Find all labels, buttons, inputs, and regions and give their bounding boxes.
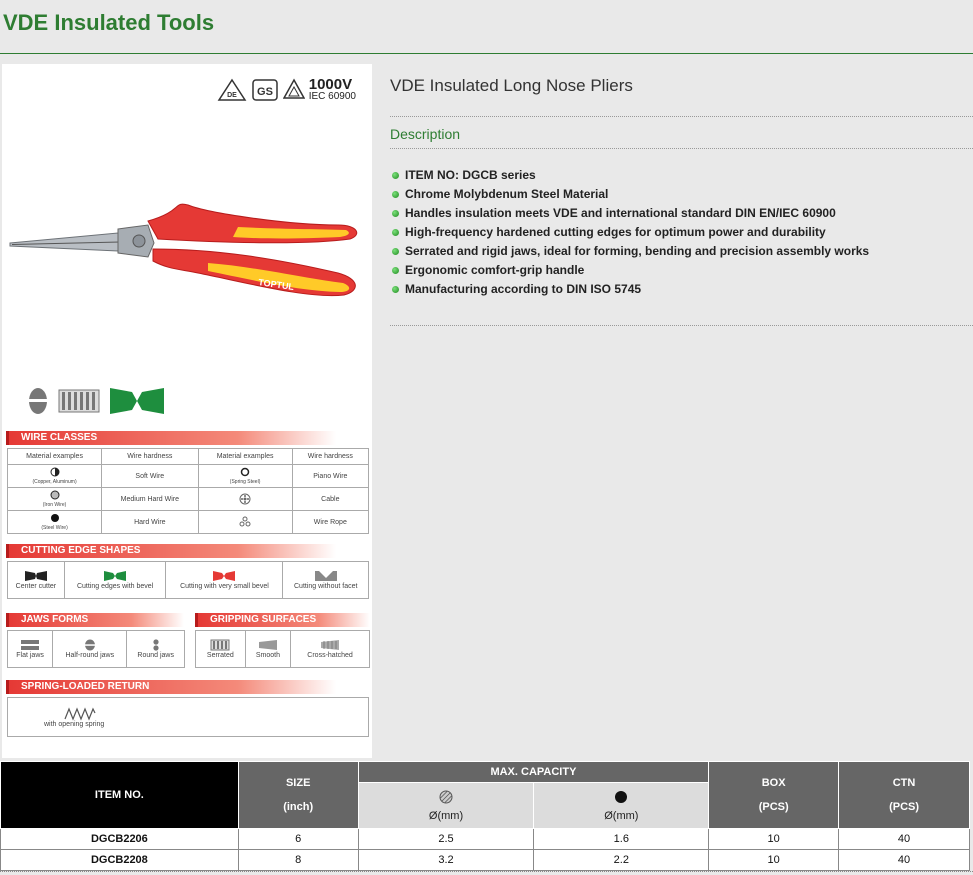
- half-round-jaw-icon: [28, 387, 48, 415]
- feature-item: [390, 263, 869, 282]
- feature-text: Handles insulation meets VDE and international standard DIN EN/IEC 60900: [405, 206, 836, 220]
- wire-material-label: (Copper, Aluminum): [32, 479, 77, 485]
- max-capacity-header: MAX. CAPACITY: [358, 762, 709, 783]
- ring-icon: [240, 467, 250, 477]
- item-no-cell: DGCB2208: [1, 850, 239, 871]
- voltage-rating: [309, 78, 356, 102]
- cross-hatched-surface-icon: [320, 639, 340, 651]
- gs-mark-icon: [251, 78, 279, 102]
- feature-icons-row: [28, 386, 164, 416]
- feature-text: ITEM NO: DGCB series: [405, 168, 536, 182]
- feature-text: Chrome Molybdenum Steel Material: [405, 187, 609, 201]
- wire-col-header: Wire hardness: [102, 449, 198, 465]
- product-name: VDE Insulated Long Nose Pliers: [390, 76, 633, 95]
- bullet-icon: [392, 210, 399, 217]
- bevel-edge-icon: [104, 570, 126, 582]
- spring-return-label: with opening spring: [44, 720, 105, 728]
- feature-item: [390, 282, 869, 301]
- wire-col-header: Material examples: [198, 449, 292, 465]
- size-cell: 8: [238, 850, 358, 871]
- bullet-icon: [392, 248, 399, 255]
- feature-item: [390, 225, 869, 244]
- small-bevel-edge-icon: [213, 570, 235, 582]
- grip-surface-cell: [291, 631, 370, 668]
- dotted-divider: [390, 148, 973, 149]
- cable-strands-icon: [239, 493, 251, 505]
- box-cell: 10: [709, 850, 839, 871]
- capacity-soft-cell: 2.5: [358, 829, 534, 850]
- double-triangle-icon: [283, 78, 305, 102]
- grip-surface-label: Smooth: [255, 652, 280, 659]
- grip-surface-label: Serrated: [206, 652, 234, 659]
- spring-coil-icon: [64, 707, 96, 721]
- capacity-soft-cell: 3.2: [358, 850, 534, 871]
- wire-material-label: (Spring Steel): [229, 479, 261, 485]
- svg-text:GS: GS: [256, 86, 273, 98]
- gripping-surfaces-header: GRIPPING SURFACES: [195, 613, 370, 627]
- item-no-cell: DGCB2206: [1, 829, 239, 850]
- feature-text: Serrated and rigid jaws, ideal for forming, bending and precision assembly works: [405, 244, 870, 258]
- wire-material-cell: [8, 465, 102, 488]
- flat-jaw-icon: [20, 639, 40, 651]
- cutting-edge-cell: [166, 562, 283, 599]
- iec-standard-label: IEC 60900: [308, 91, 356, 102]
- box-header-label: BOX: [761, 777, 786, 789]
- jaws-forms-header: JAWS FORMS: [6, 613, 184, 627]
- jaws-forms-table: [7, 630, 185, 668]
- ctn-header: [839, 762, 970, 829]
- feature-text: Ergonomic comfort-grip handle: [405, 263, 585, 277]
- wire-material-cell: [8, 511, 102, 534]
- feature-text: High-frequency hardened cutting edges for optimum power and durability: [405, 225, 826, 239]
- wire-col-header: Wire hardness: [292, 449, 368, 465]
- box-header: [709, 762, 839, 829]
- size-cell: 6: [238, 829, 358, 850]
- size-header-label: SIZE: [285, 777, 311, 789]
- no-facet-edge-icon: [315, 570, 337, 582]
- hatched-circle-icon: [439, 790, 453, 804]
- wire-hardness-cell: Medium Hard Wire: [102, 488, 198, 511]
- grip-surface-cell: [196, 631, 246, 668]
- center-cutter-icon: [25, 570, 47, 582]
- bullet-icon: [392, 267, 399, 274]
- spring-return-table: [7, 697, 369, 737]
- half-filled-circle-icon: [50, 467, 60, 477]
- cutting-edge-label: Cutting without facet: [294, 583, 358, 590]
- cutting-edge-bevel-icon: [110, 386, 164, 416]
- voltage-label: 1000V: [308, 76, 353, 93]
- cutting-edge-cell: [283, 562, 369, 599]
- wire-hardness-cell: Cable: [292, 488, 368, 511]
- capacity-hard-cell: 2.2: [534, 850, 709, 871]
- feature-item: [390, 187, 869, 206]
- cutting-edge-label: Center cutter: [15, 583, 57, 590]
- jaw-form-label: Flat jaws: [16, 652, 44, 659]
- description-label: Description: [390, 126, 461, 142]
- spring-return-header: SPRING-LOADED RETURN: [6, 680, 336, 694]
- grip-surface-label: Cross-hatched: [307, 652, 353, 659]
- jaw-form-cell: [53, 631, 127, 668]
- cutting-edge-cell: [64, 562, 166, 599]
- box-cell: 10: [709, 829, 839, 850]
- wire-hardness-cell: Soft Wire: [102, 465, 198, 488]
- feature-list: [390, 168, 869, 301]
- capacity-soft-header: [358, 783, 534, 829]
- dotted-divider: [390, 116, 973, 117]
- cutting-edge-cell: [8, 562, 65, 599]
- jaw-form-cell: [127, 631, 185, 668]
- wire-material-label: (Iron Wire): [42, 502, 67, 508]
- feature-item: [390, 168, 869, 187]
- table-row: [1, 850, 970, 871]
- cutting-edge-label: Cutting with very small bevel: [180, 583, 269, 590]
- wire-material-cell: [198, 465, 292, 488]
- cutting-edge-table: [7, 561, 369, 599]
- serrated-grip-icon: [58, 388, 100, 414]
- wire-rope-icon: [239, 516, 251, 528]
- svg-text:DE: DE: [226, 92, 237, 99]
- certification-marks: [217, 78, 356, 102]
- round-jaw-icon: [150, 639, 162, 651]
- capacity-hard-unit: Ø(mm): [604, 809, 639, 822]
- hatched-circle-icon: [50, 490, 60, 500]
- feature-text: Manufacturing according to DIN ISO 5745: [405, 282, 642, 296]
- capacity-hard-header: [534, 783, 709, 829]
- title-divider: [0, 53, 973, 54]
- bullet-icon: [392, 229, 399, 236]
- ctn-header-label: CTN: [892, 777, 916, 789]
- half-round-jaw-small-icon: [84, 639, 96, 651]
- wire-material-label: (Steel Wire): [41, 525, 68, 531]
- bullet-icon: [392, 191, 399, 198]
- box-unit-label: (PCS): [758, 801, 789, 813]
- grip-surface-cell: [245, 631, 290, 668]
- ctn-cell: 40: [839, 850, 970, 871]
- cutting-edge-header: CUTTING EDGE SHAPES: [6, 544, 336, 558]
- cutting-edge-label: Cutting edges with bevel: [76, 583, 154, 590]
- wire-classes-header: WIRE CLASSES: [6, 431, 336, 445]
- capacity-soft-unit: Ø(mm): [428, 809, 464, 822]
- capacity-hard-cell: 1.6: [534, 829, 709, 850]
- table-row: [1, 829, 970, 850]
- page-title: VDE Insulated Tools: [3, 10, 215, 35]
- filled-circle-icon: [50, 513, 60, 523]
- product-spec-table: [0, 761, 970, 871]
- jaw-form-cell: [8, 631, 53, 668]
- ctn-cell: 40: [839, 829, 970, 850]
- wire-hardness-cell: Hard Wire: [102, 511, 198, 534]
- dotted-divider: [390, 325, 973, 326]
- wire-hardness-cell: Wire Rope: [292, 511, 368, 534]
- jaw-form-label: Half-round jaws: [65, 652, 115, 659]
- wire-hardness-cell: Piano Wire: [292, 465, 368, 488]
- jaw-form-label: Round jaws: [137, 652, 174, 659]
- feature-item: [390, 206, 869, 225]
- brand-logo: TOPTUL: [257, 277, 295, 292]
- wire-material-cell: [198, 511, 292, 534]
- dotted-divider: [0, 871, 973, 872]
- item-no-header: ITEM NO.: [1, 762, 239, 829]
- spring-return-cell: [8, 698, 369, 737]
- wire-material-cell: [198, 488, 292, 511]
- bullet-icon: [392, 172, 399, 179]
- size-unit-label: (inch): [283, 801, 314, 813]
- feature-item: [390, 244, 869, 263]
- size-header: [238, 762, 358, 829]
- serrated-surface-icon: [210, 639, 230, 651]
- vde-mark-icon: [217, 78, 247, 102]
- wire-material-cell: [8, 488, 102, 511]
- long-nose-pliers-image: [8, 199, 364, 319]
- filled-circle-icon: [614, 790, 628, 804]
- gripping-surfaces-table: [195, 630, 370, 668]
- wire-col-header: Material examples: [8, 449, 102, 465]
- wire-classes-table: [7, 448, 369, 534]
- bullet-icon: [392, 286, 399, 293]
- smooth-surface-icon: [258, 639, 278, 651]
- ctn-unit-label: (PCS): [889, 801, 920, 813]
